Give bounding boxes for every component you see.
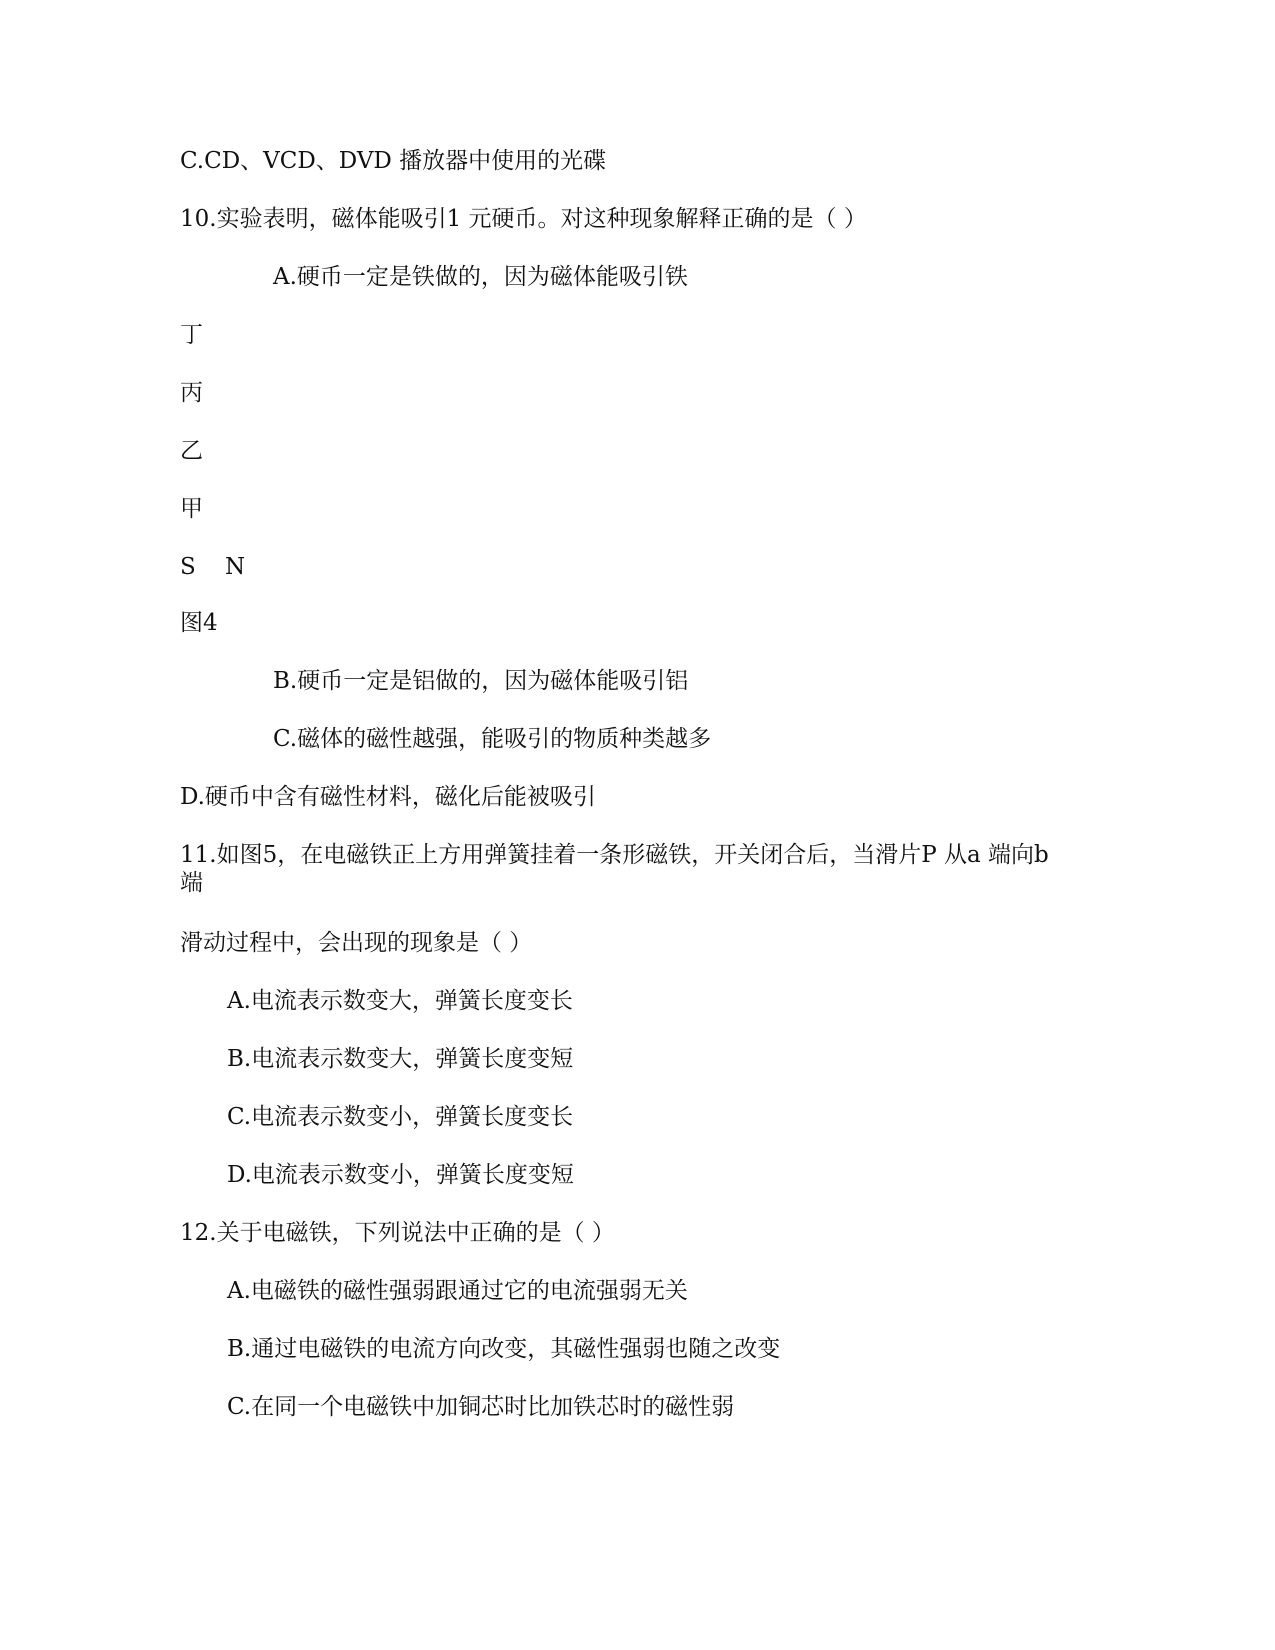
q11-option-c: C.电流表示数变小，弹簧长度变长 [227,1104,574,1130]
q10-option-d: D.硬币中含有磁性材料，磁化后能被吸引 [180,784,596,810]
figure-label-sn: S N [180,554,246,580]
q12-option-b: B.通过电磁铁的电流方向改变，其磁性强弱也随之改变 [227,1336,781,1362]
q11-option-b: B.电流表示数变大，弹簧长度变短 [227,1046,574,1072]
figure-label-bing: 丙 [180,380,203,406]
figure-label-ding: 丁 [180,322,203,348]
q10-option-a: A.硬币一定是铁做的，因为磁体能吸引铁 [273,264,688,290]
figure-label-yi: 乙 [180,438,203,464]
q10-stem: 10.实验表明，磁体能吸引1 元硬币。对这种现象解释正确的是（ ） [180,206,867,232]
q10-option-c: C.磁体的磁性越强，能吸引的物质种类越多 [273,726,712,752]
q12-option-a: A.电磁铁的磁性强弱跟通过它的电流强弱无关 [227,1278,688,1304]
q10-option-b: B.硬币一定是铝做的，因为磁体能吸引铝 [273,668,689,694]
q11-stem-continued: 滑动过程中，会出现的现象是（ ） [180,930,533,956]
q12-option-c: C.在同一个电磁铁中加铜芯时比加铁芯时的磁性弱 [227,1394,735,1420]
q11-option-a: A.电流表示数变大，弹簧长度变长 [227,988,573,1014]
q11-option-d: D.电流表示数变小，弹簧长度变短 [227,1162,574,1188]
figure-caption-4: 图4 [180,610,218,636]
q11-stem: 11.如图5，在电磁铁正上方用弹簧挂着一条形磁铁，开关闭合后，当滑片P 从a 端向b 端 [180,842,1049,896]
q12-stem: 12.关于电磁铁，下列说法中正确的是（ ） [180,1220,615,1246]
figure-label-jia: 甲 [180,496,203,522]
q9-option-c: C.CD、VCD、DVD 播放器中使用的光碟 [180,148,607,174]
